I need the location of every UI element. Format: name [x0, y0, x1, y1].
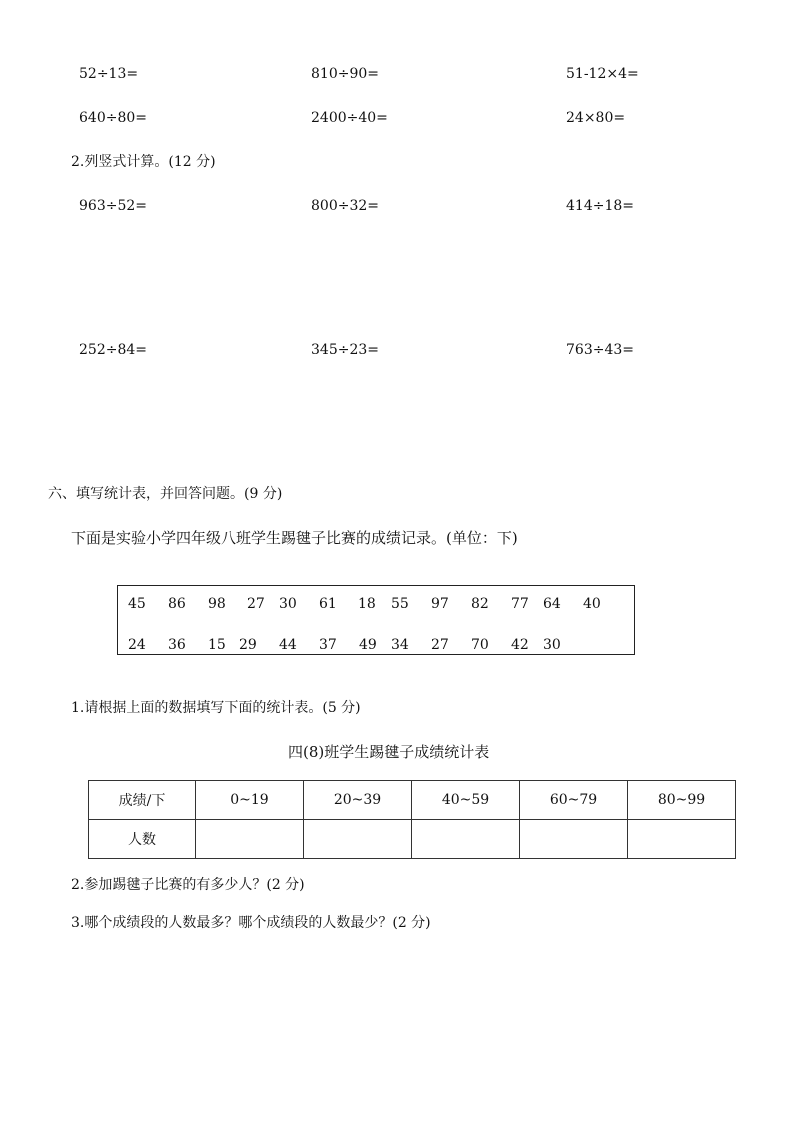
oral-calc-1-3: 51-12×4= — [566, 66, 639, 82]
vertical-calc-title: 2.列竖式计算。(12 分) — [71, 154, 216, 170]
score-value: 36 — [168, 637, 186, 653]
vertical-calc-1-2: 800÷32= — [311, 198, 379, 214]
question-3: 3.哪个成绩段的人数最多？哪个成绩段的人数最少？(2 分) — [71, 915, 431, 931]
score-value: 24 — [128, 637, 146, 653]
count-cell[interactable] — [304, 820, 412, 859]
vertical-calc-1-1: 963÷52= — [79, 198, 147, 214]
count-cell[interactable] — [520, 820, 628, 859]
count-cell[interactable] — [196, 820, 304, 859]
score-value: 18 — [358, 596, 376, 612]
score-value: 37 — [319, 637, 337, 653]
oral-calc-2-2: 2400÷40= — [311, 110, 388, 126]
score-value: 30 — [543, 637, 561, 653]
stats-table — [88, 780, 736, 859]
score-value: 55 — [391, 596, 409, 612]
vertical-calc-2-1: 252÷84= — [79, 342, 147, 358]
section6-intro: 下面是实验小学四年级八班学生踢毽子比赛的成绩记录。(单位：下) — [71, 529, 518, 547]
question-2: 2.参加踢毽子比赛的有多少人？(2 分) — [71, 877, 305, 893]
score-value: 30 — [279, 596, 297, 612]
row-head-score: 成绩/下 — [89, 781, 196, 820]
score-value: 45 — [128, 596, 146, 612]
table-title: 四(8)班学生踢毽子成绩统计表 — [288, 743, 490, 761]
table-row — [89, 820, 736, 859]
score-value: 64 — [543, 596, 561, 612]
range-cell: 60~79 — [520, 781, 628, 820]
row-head-count: 人数 — [89, 820, 196, 859]
score-value: 61 — [319, 596, 337, 612]
score-value: 44 — [279, 637, 297, 653]
score-value: 34 — [391, 637, 409, 653]
score-value: 98 — [208, 596, 226, 612]
oral-calc-1-2: 810÷90= — [311, 66, 379, 82]
score-value: 27 — [247, 596, 265, 612]
range-cell: 20~39 — [304, 781, 412, 820]
range-cell: 80~99 — [628, 781, 736, 820]
score-value: 86 — [168, 596, 186, 612]
oral-calc-1-1: 52÷13= — [79, 66, 139, 82]
score-value: 82 — [471, 596, 489, 612]
score-value: 49 — [359, 637, 377, 653]
score-value: 77 — [511, 596, 529, 612]
table-row — [89, 781, 736, 820]
range-cell: 40~59 — [412, 781, 520, 820]
range-cell: 0~19 — [196, 781, 304, 820]
question-1: 1.请根据上面的数据填写下面的统计表。(5 分) — [71, 700, 361, 716]
oral-calc-2-3: 24×80= — [566, 110, 626, 126]
score-value: 40 — [583, 596, 601, 612]
score-record-box — [117, 585, 635, 655]
vertical-calc-2-2: 345÷23= — [311, 342, 379, 358]
score-value: 27 — [431, 637, 449, 653]
vertical-calc-1-3: 414÷18= — [566, 198, 634, 214]
section6-title: 六、填写统计表，并回答问题。(9 分) — [48, 486, 283, 502]
vertical-calc-2-3: 763÷43= — [566, 342, 634, 358]
count-cell[interactable] — [412, 820, 520, 859]
score-value: 42 — [511, 637, 529, 653]
score-value: 70 — [471, 637, 489, 653]
score-value: 29 — [239, 637, 257, 653]
count-cell[interactable] — [628, 820, 736, 859]
oral-calc-2-1: 640÷80= — [79, 110, 147, 126]
score-value: 15 — [208, 637, 226, 653]
score-value: 97 — [431, 596, 449, 612]
